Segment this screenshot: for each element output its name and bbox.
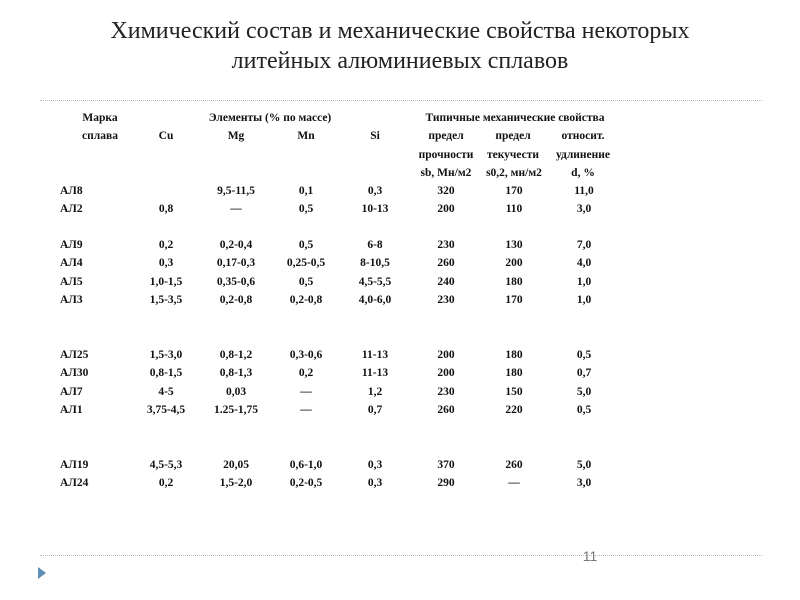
cell-grade: АЛ25 [60,349,89,361]
cell-mn: 0,25-0,5 [286,257,326,270]
cell-cu: 4-5 [158,385,174,398]
cell-yield: 200 [505,257,523,270]
cell-mn: 0,2-0,5 [289,477,323,490]
cell-mn: 0,1 [298,185,314,197]
cell-tensile: 230 [437,385,455,398]
cell-tensile: 260 [437,257,455,270]
cell-grade: АЛ30 [60,367,89,380]
cell-yield: 170 [505,294,523,307]
header-mg: Mg [227,130,245,142]
cell-cu: 0,2 [158,239,174,251]
cell-tensile: 240 [437,275,455,288]
header-elong-line3: d, % [571,167,595,179]
cell-mn: 0,2-0,8 [289,294,323,307]
cell-elong: 3,0 [576,203,592,216]
cell-yield: 180 [505,367,523,380]
cell-grade: АЛ2 [60,203,83,216]
cell-grade: АЛ8 [60,185,83,197]
cell-mg: 0,2-0,4 [219,239,253,251]
cell-grade: АЛ9 [60,239,83,251]
cell-cu: 1,0-1,5 [149,275,183,288]
cell-tensile: 320 [437,185,455,197]
header-grade-line1: Марка [82,112,118,124]
header-elong-line1: относит. [561,130,605,142]
cell-elong: 7,0 [576,239,592,251]
cell-mn: 0,6-1,0 [289,459,323,471]
cell-si: 11-13 [361,349,389,361]
title-line-2: литейных алюминиевых сплавов [231,48,569,74]
cell-si: 10-13 [361,203,389,216]
cell-cu: 3,75-4,5 [146,404,186,417]
cell-cu: 1,5-3,0 [149,349,183,361]
cell-yield: 150 [505,385,523,398]
cell-tensile: 290 [437,477,455,490]
cell-elong: 5,0 [576,385,592,398]
header-yield-line1: предел [495,130,531,142]
cell-yield: 110 [505,203,523,216]
header-si: Si [370,130,380,142]
header-grade-line2: сплава [82,130,118,142]
cell-yield: 180 [505,275,523,288]
cell-elong: 0,7 [576,367,592,380]
page-title [0,16,800,76]
cell-elong: 0,5 [576,349,592,361]
cell-tensile: 200 [437,203,455,216]
cell-grade: АЛ5 [60,275,83,288]
header-cu: Cu [158,130,174,142]
cell-mg: 20,05 [223,459,249,471]
cell-yield: 170 [505,185,523,197]
cell-grade: АЛ19 [60,459,89,471]
cell-mn: 0,5 [298,275,314,288]
triangle-bullet-icon [38,567,46,579]
cell-grade: АЛ1 [60,404,83,417]
cell-si: 0,7 [367,404,383,417]
cell-cu: 0,2 [158,477,174,490]
title-line-1: Химический состав и механические свойства некоторых [110,18,690,44]
cell-tensile: 200 [437,349,455,361]
cell-si: 0,3 [367,185,383,197]
top-divider [40,100,762,101]
cell-mn: — [300,404,312,417]
header-mn: Mn [297,130,315,142]
header-mech-group: Типичные механические свойства [425,112,605,124]
cell-si: 0,3 [367,459,383,471]
bottom-divider [40,555,762,556]
cell-mn: 0,2 [298,367,314,380]
cell-cu: 1,5-3,5 [149,294,183,307]
cell-si: 4,5-5,5 [358,275,392,288]
cell-yield: 130 [505,239,523,251]
cell-tensile: 370 [437,459,455,471]
cell-si: 11-13 [361,367,389,380]
header-tensile-line3: sb, Мн/м2 [420,167,472,179]
cell-mn: 0,5 [298,239,314,251]
cell-elong: 4,0 [576,257,592,270]
cell-yield: 180 [505,349,523,361]
cell-tensile: 200 [437,367,455,380]
cell-yield: — [508,477,520,490]
cell-mn: 0,3-0,6 [289,349,323,361]
cell-si: 6-8 [367,239,383,251]
header-tensile-line1: предел [428,130,464,142]
header-yield-line2: текучести [486,149,540,161]
cell-mg: 1,5-2,0 [219,477,253,490]
header-elong-line2: удлинение [555,149,610,161]
cell-elong: 1,0 [576,275,592,288]
cell-mn: — [300,385,312,398]
cell-elong: 11,0 [574,185,594,197]
cell-mg: 0,8-1,3 [219,367,253,380]
cell-mg: — [230,203,242,216]
cell-grade: АЛ7 [60,385,83,398]
cell-grade: АЛ24 [60,477,89,490]
cell-mg: 0,2-0,8 [219,294,253,307]
header-yield-line3: s0,2, мн/м2 [486,167,542,179]
cell-yield: 220 [505,404,523,417]
cell-tensile: 260 [437,404,455,417]
cell-si: 8-10,5 [360,257,390,270]
cell-cu: 4,5-5,3 [149,459,183,471]
header-tensile-line2: прочности [418,149,474,161]
cell-grade: АЛ3 [60,294,83,307]
cell-mg: 9,5-11,5 [217,185,255,197]
cell-cu: 0,3 [158,257,174,270]
cell-yield: 260 [505,459,523,471]
cell-tensile: 230 [437,239,455,251]
cell-elong: 5,0 [576,459,592,471]
cell-cu: 0,8 [158,203,174,216]
cell-mg: 1.25-1,75 [213,404,259,417]
cell-si: 0,3 [367,477,383,490]
cell-mn: 0,5 [298,203,314,216]
cell-cu: 0,8-1,5 [149,367,183,380]
cell-si: 4,0-6,0 [358,294,392,307]
cell-tensile: 230 [437,294,455,307]
header-elements-group: Элементы (% по массе) [208,112,332,124]
cell-elong: 3,0 [576,477,592,490]
cell-elong: 0,5 [576,404,592,417]
cell-si: 1,2 [367,385,383,398]
cell-elong: 1,0 [576,294,592,307]
cell-mg: 0,17-0,3 [216,257,256,270]
page-number: 11 [582,548,598,564]
cell-mg: 0,8-1,2 [219,349,253,361]
cell-mg: 0,35-0,6 [216,275,256,288]
cell-mg: 0,03 [225,385,247,398]
cell-grade: АЛ4 [60,257,83,270]
